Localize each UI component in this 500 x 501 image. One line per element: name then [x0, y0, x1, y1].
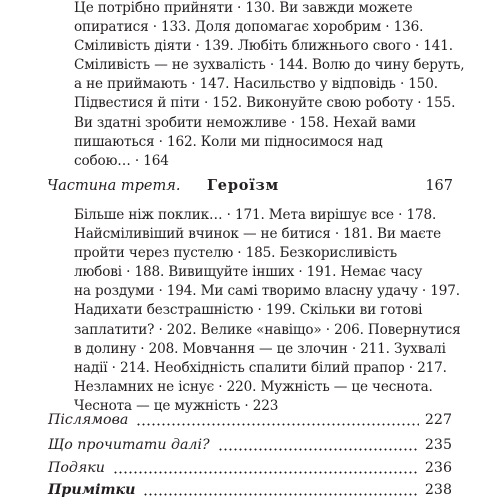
toc-line: пройти через пустелю · 185. Безкорисливість [74, 245, 397, 262]
toc-entry-notes [48, 479, 452, 501]
toc-line: Підвестися й піти · 152. Виконуйте свою роботу · 155. [74, 95, 456, 112]
toc-entry-acknowledgements [48, 457, 452, 479]
toc-line: пишаються · 162. Коли ми підносимося над [74, 133, 383, 150]
toc-line: Незламних не існує · 220. Мужність — це чеснота. [74, 378, 433, 395]
toc-line: в долину · 208. Мовчання — це злочин · 211. Зухвалі [74, 340, 446, 357]
toc-entry-page: 235 [424, 437, 452, 453]
toc-entry-title: Подяки [48, 460, 105, 476]
part-page-number: 167 [425, 178, 453, 194]
toc-line: Сміливість — не зухвалість · 144. Волю до чину беруть, [74, 57, 465, 74]
toc-line: а не приймають · 147. Насильство у відповідь · 150. [74, 76, 438, 93]
toc-entry-page: 227 [424, 412, 452, 428]
section-two-chapter-list [74, 0, 465, 171]
dot-leader [113, 471, 419, 474]
toc-line: собою… · 164 [74, 152, 169, 169]
toc-entry-page: 236 [424, 460, 452, 476]
toc-line: опиратися · 133. Доля допомагає хоробрим · 136. [74, 19, 424, 36]
toc-line: Чеснота — це мужність · 223 [74, 397, 279, 414]
toc-line: Це потрібно прийняти · 130. Ви завжди можете [74, 0, 413, 16]
toc-line: Ви здатні зробити неможливе · 158. Нехай вами [74, 114, 416, 131]
part-title: Героїзм [207, 177, 280, 194]
toc-entry-further-reading [48, 434, 452, 456]
toc-line: надії · 214. Необхідність спалити білий прапор · 217. [74, 359, 447, 376]
toc-line: заплатити? · 202. Велике «навіщо» · 206. Повернутися [74, 321, 461, 338]
part-label: Частина третя. [47, 178, 181, 194]
toc-line: любові · 188. Вивищуйте інших · 191. Немає часу [74, 264, 423, 281]
toc-line: Найсміливіший вчинок — не битися · 181. Ви маєте [74, 226, 442, 243]
toc-line: Більше ніж поклик… · 171. Мета вирішує все · 178. [74, 207, 437, 223]
toc-entry-page: 238 [424, 482, 452, 498]
dot-leader [218, 448, 419, 451]
dot-leader [136, 423, 419, 426]
toc-entry-title: Примітки [48, 482, 136, 498]
toc-line: Надихати безстрашністю · 199. Скільки ви готові [74, 302, 423, 319]
toc-entry-afterword [48, 409, 452, 431]
part-three-chapter-list [74, 206, 461, 416]
toc-line: на роздуми · 194. Ми самі творимо власну удачу · 197. [74, 283, 460, 300]
toc-line: Сміливість діяти · 139. Любіть ближнього свого · 141. [74, 38, 453, 55]
dot-leader [143, 493, 418, 496]
part-three-heading [47, 176, 453, 196]
toc-entry-title: Післямова [48, 412, 129, 428]
toc-entry-title: Що прочитати далі? [48, 437, 210, 453]
